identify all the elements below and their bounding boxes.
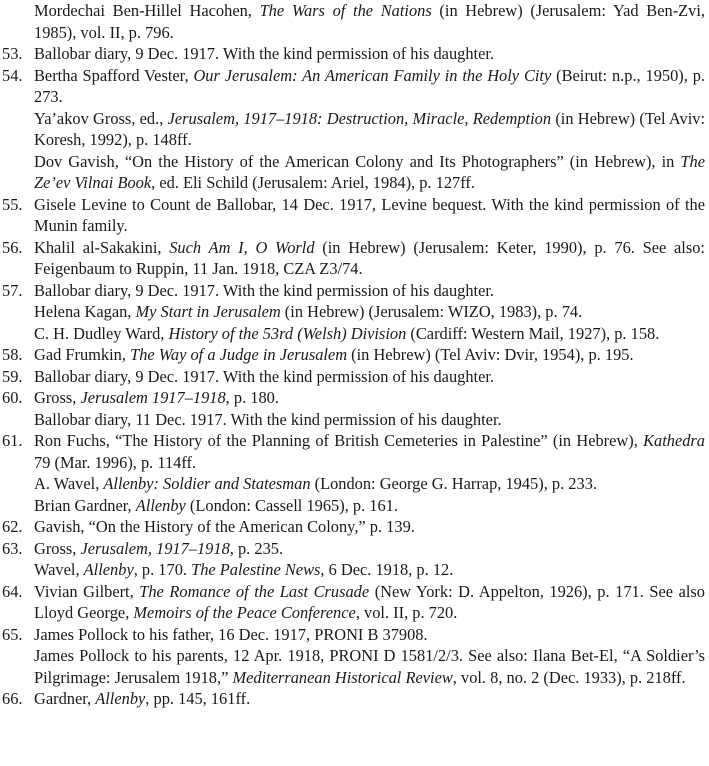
endnote-number: 53.	[2, 44, 23, 63]
citation-title: The Palestine News	[191, 560, 321, 579]
endnote-number: 59.	[2, 366, 23, 386]
citation-text: Ballobar diary, 9 Dec. 1917. With the kind permission of his daughter.	[34, 366, 495, 386]
citation-text: James Pollock to his father, 16 Dec. 1917, PRONI B 37908.	[34, 624, 428, 644]
citation-entry	[34, 645, 705, 688]
citation-text: Ballobar diary, 11 Dec. 1917. With the kind permission of his daughter.	[34, 409, 502, 429]
citation-title: History of the 53rd (Welsh) Division	[168, 323, 407, 343]
citation-text: (Beirut: n.p., 1950), p. 273.	[34, 65, 705, 106]
endnote-number: 56.	[2, 237, 23, 257]
citation-entry	[34, 581, 705, 624]
citation-entry	[34, 43, 705, 65]
endnote-item	[0, 387, 705, 430]
citation-text: 79 (Mar. 1996), p. 114ff.	[34, 452, 197, 472]
citation-entry	[34, 387, 705, 409]
endnote-item	[0, 65, 705, 194]
citation-text: Khalil al-Sakakini,	[34, 237, 170, 257]
citation-entry	[34, 194, 705, 237]
endnote-item	[0, 0, 705, 43]
citation-text: (in Hebrew) (Jerusalem: WIZO, 1983), p. 74.	[280, 302, 583, 321]
citation-text: James Pollock to his parents, 12 Apr. 1918, PRONI D 1581/2/3. See also: Ilana Bet-El, “A Soldier’s Pilgrimage: Jerusalem 1918,”	[34, 646, 705, 687]
citation-text: Vivian Gilbert,	[34, 581, 140, 601]
citation-title: Allenby	[83, 560, 134, 579]
endnote-number: 55.	[2, 194, 23, 214]
citation-text: , 6 Dec. 1918, p. 12.	[320, 560, 454, 579]
citation-title: Jerusalem, 1917–1918	[80, 538, 230, 558]
citation-title: Allenby: Soldier and Statesman	[103, 474, 311, 493]
citation-text: Ya’akov Gross, ed.,	[34, 108, 168, 128]
citation-entry	[34, 323, 705, 345]
citation-title: My Start in Jerusalem	[135, 302, 281, 321]
endnote-number: 65.	[2, 624, 23, 644]
citation-text: A. Wavel,	[34, 474, 104, 493]
citation-entry	[34, 495, 705, 517]
citation-text: (London: Cassell 1965), p. 161.	[185, 495, 398, 515]
citation-entry	[34, 237, 705, 280]
citation-text: C. H. Dudley Ward,	[34, 323, 169, 343]
citation-entry	[34, 538, 705, 560]
citation-text: Gardner,	[34, 689, 96, 708]
citation-entry	[34, 559, 705, 581]
citation-text: , pp. 145, 161ff.	[145, 689, 251, 708]
endnote-number: 60.	[2, 388, 23, 407]
citation-title: Allenby	[95, 689, 146, 708]
citation-text: , p. 180.	[225, 388, 279, 407]
endnote-item	[0, 344, 705, 366]
endnote-number: 61.	[2, 431, 23, 450]
citation-entry	[34, 516, 705, 538]
citation-title: The Romance of the Last Crusade	[139, 581, 370, 601]
citation-text: Ballobar diary, 9 Dec. 1917. With the kind permission of his daughter.	[34, 44, 495, 63]
endnote-number: 63.	[2, 538, 23, 558]
citation-entry	[34, 624, 705, 646]
citation-entry	[34, 366, 705, 388]
citation-text: Gross,	[34, 538, 81, 558]
citation-title: Allenby	[135, 495, 186, 515]
citation-title: Kathedra	[643, 431, 705, 450]
citation-entry	[34, 0, 705, 43]
endnote-item	[0, 237, 705, 280]
endnote-item	[0, 624, 705, 689]
endnote-number: 58.	[2, 345, 23, 364]
endnote-item	[0, 366, 705, 388]
citation-text: (Cardiff: Western Mail, 1927), p. 158.	[406, 323, 660, 343]
citation-title: Jerusalem, 1917–1918: Destruction, Miracle, Redemption	[167, 108, 552, 128]
citation-text: (in Hebrew) (Tel Aviv: Dvir, 1954), p. 195.	[347, 345, 634, 364]
citation-text: (in Hebrew) (Jerusalem: Yad Ben-Zvi, 1985), vol. II, p. 796.	[34, 1, 706, 42]
citation-entry	[34, 65, 705, 108]
endnote-item	[0, 280, 705, 345]
citation-text: Helena Kagan,	[34, 302, 136, 321]
endnote-number: 54.	[2, 65, 23, 85]
citation-entry	[34, 280, 705, 302]
endnote-item	[0, 538, 705, 581]
citation-text: , vol. 8, no. 2 (Dec. 1933), p. 218ff.	[452, 667, 686, 687]
citation-text: Ron Fuchs, “The History of the Planning of British Cemeteries in Palestine” (in Hebrew),	[34, 431, 644, 450]
citation-text: (in Hebrew) (Jerusalem: Keter, 1990), p. 76. See also: Feigenbaum to Ruppin, 11 Jan. 1918, CZA Z3/74.	[34, 237, 705, 278]
citation-entry	[34, 151, 705, 194]
citation-text: Ballobar diary, 9 Dec. 1917. With the kind permission of his daughter.	[34, 280, 495, 300]
citation-text: Gad Frumkin,	[34, 345, 131, 364]
citation-text: (in Hebrew) (Tel Aviv: Koresh, 1992), p. 148ff.	[34, 108, 706, 149]
citation-text: , vol. II, p. 720.	[355, 603, 458, 622]
citation-entry	[34, 108, 705, 151]
citation-title: Mediterranean Historical Review	[232, 667, 453, 687]
citation-text: Gavish, “On the History of the American Colony,” p. 139.	[34, 517, 415, 536]
endnote-item	[0, 430, 705, 516]
citation-entry	[34, 344, 705, 366]
citation-text: (New York: D. Appelton, 1926), p. 171. See also Lloyd George,	[34, 581, 705, 622]
citation-entry	[34, 688, 705, 710]
endnote-number: 64.	[2, 581, 23, 601]
citation-title: Memoirs of the Peace Conference	[133, 603, 356, 622]
citation-title: Jerusalem 1917–1918	[80, 388, 226, 407]
endnote-item	[0, 516, 705, 538]
endnote-number: 66.	[2, 689, 23, 708]
endnote-item	[0, 688, 705, 710]
citation-text: , p. 235.	[229, 538, 284, 558]
endnote-number: 62.	[2, 517, 23, 536]
citation-title: Such Am I, O World	[169, 237, 315, 257]
citation-title: The Wars of the Nations	[259, 1, 432, 20]
citation-text: , p. 170.	[133, 560, 192, 579]
citation-text: Bertha Spafford Vester,	[34, 65, 194, 85]
endnote-number: 57.	[2, 280, 23, 300]
citation-entry	[34, 430, 705, 473]
endnote-item	[0, 581, 705, 624]
citation-entry	[34, 473, 705, 495]
citation-title: The Way of a Judge in Jerusalem	[130, 345, 348, 364]
citation-title: The Ze’ev Vilnai Book,	[34, 151, 705, 192]
citation-text: Brian Gardner,	[34, 495, 136, 515]
citation-text: Dov Gavish, “On the History of the American Colony and Its Photographers” (in Hebrew), in	[34, 151, 681, 171]
citation-text: ed. Eli Schild (Jerusalem: Ariel, 1984), p. 127ff.	[155, 173, 475, 192]
citation-entry	[34, 409, 705, 431]
citation-text: Mordechai Ben-Hillel Hacohen,	[34, 1, 260, 20]
citation-text: Gisele Levine to Count de Ballobar, 14 Dec. 1917, Levine bequest. With the kind permission of the Munin family.	[34, 194, 705, 235]
endnote-item	[0, 43, 705, 65]
citation-text: Gross,	[34, 388, 81, 407]
citation-text: (London: George G. Harrap, 1945), p. 233.	[310, 474, 597, 493]
citation-entry	[34, 301, 705, 323]
endnote-item	[0, 194, 705, 237]
citation-text: Wavel,	[34, 560, 84, 579]
citation-title: Our Jerusalem: An American Family in the Holy City	[193, 65, 552, 85]
